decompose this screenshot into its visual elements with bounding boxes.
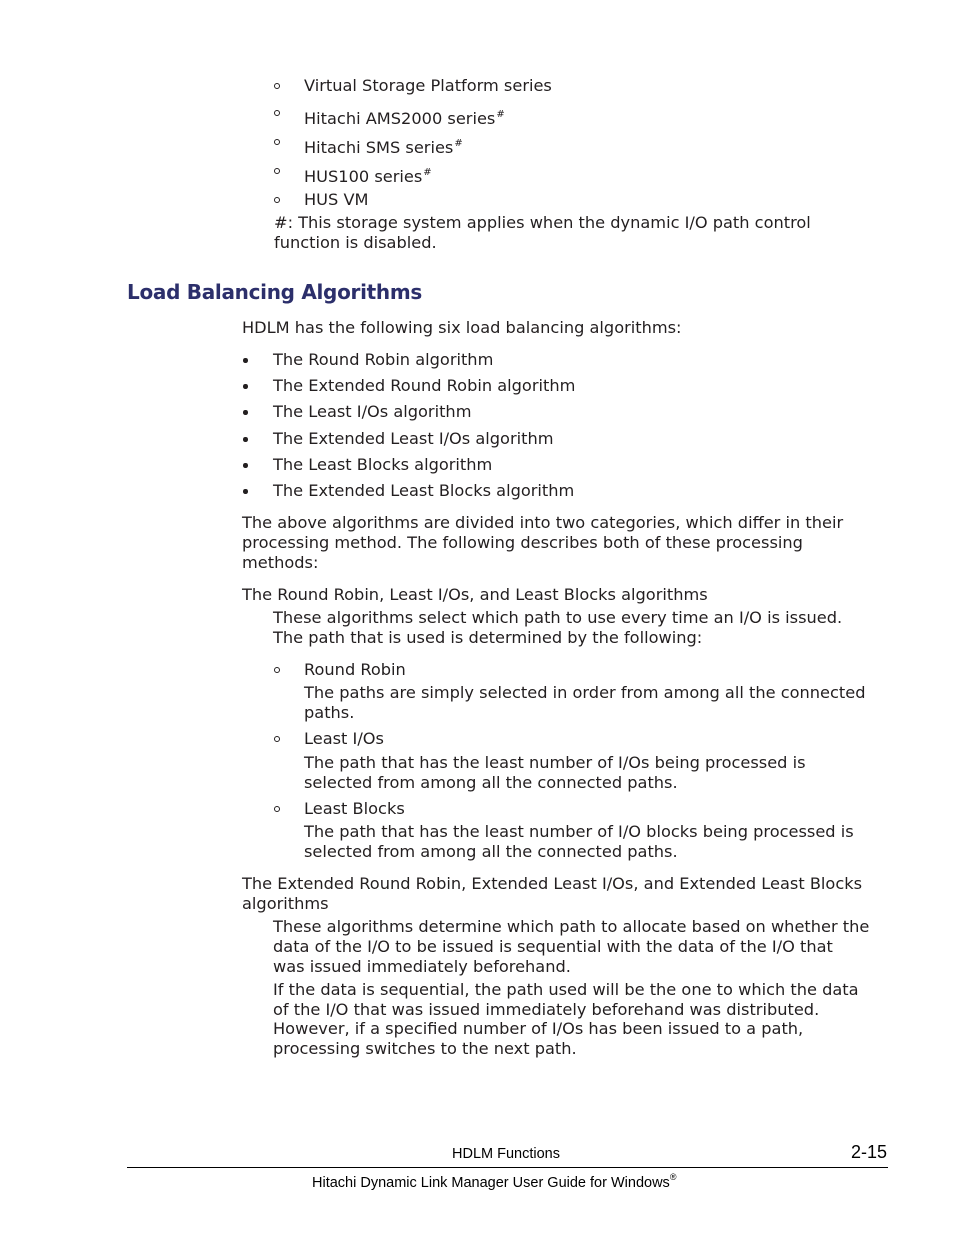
section-heading: Load Balancing Algorithms (127, 280, 422, 304)
section-intro: HDLM has the following six load balancing algorithms: (242, 318, 682, 337)
footnote-mark: # (454, 138, 463, 149)
list-item: Virtual Storage Platform series (304, 76, 552, 95)
list-bullet-icon (274, 139, 280, 145)
page-number: 2-15 (851, 1142, 888, 1162)
footer-chapter: HDLM Functions (452, 1146, 560, 1162)
paragraph-line: of the I/O that was issued immediately beforehand was distributed. (273, 1000, 820, 1019)
paragraph-line: processing switches to the next path. (273, 1039, 577, 1058)
sub-item-desc: paths. (304, 703, 355, 722)
paragraph-line: If the data is sequential, the path used will be the one to which the data (273, 980, 859, 999)
list-bullet-icon (274, 736, 280, 742)
sub-item-desc: selected from among all the connected paths. (304, 773, 678, 792)
definition-term: The Extended Round Robin, Extended Least I/Os, and Extended Least Blocks (242, 874, 863, 893)
footer-book-title: Hitachi Dynamic Link Manager User Guide for Windows® (312, 1172, 677, 1191)
sub-item-name: Round Robin (304, 660, 406, 679)
list-item: The Extended Least Blocks algorithm (273, 481, 575, 500)
registered-mark: ® (669, 1172, 677, 1182)
list-item: The Round Robin algorithm (273, 350, 494, 369)
footnote-line: function is disabled. (274, 233, 437, 252)
list-item: HUS VM (304, 190, 369, 209)
list-item: Hitachi AMS2000 series# (304, 109, 505, 128)
list-bullet-icon (274, 83, 280, 89)
list-item: The Least Blocks algorithm (273, 455, 493, 474)
list-bullet-icon (274, 806, 280, 812)
paragraph-line: processing method. The following describes both of these processing (242, 533, 803, 552)
footnote-mark: # (423, 167, 432, 178)
list-bullet-icon (274, 667, 280, 673)
list-item: The Least I/Os algorithm (273, 402, 472, 421)
sub-item-desc: The path that has the least number of I/Os being processed is (304, 753, 806, 772)
definition-term: The Round Robin, Least I/Os, and Least Blocks algorithms (242, 585, 708, 604)
paragraph-line: was issued immediately beforehand. (273, 957, 571, 976)
footnote-line: #: This storage system applies when the dynamic I/O path control (274, 213, 811, 232)
list-bullet-icon (274, 110, 280, 116)
sub-item-desc: The paths are simply selected in order from among all the connected (304, 683, 866, 702)
sub-item-desc: selected from among all the connected paths. (304, 842, 678, 861)
paragraph-line: data of the I/O to be issued is sequential with the data of the I/O that (273, 937, 833, 956)
paragraph-line: However, if a specified number of I/Os has been issued to a path, (273, 1019, 804, 1038)
list-item: The Extended Least I/Os algorithm (273, 429, 554, 448)
sub-item-name: Least I/Os (304, 729, 384, 748)
paragraph-line: methods: (242, 553, 319, 572)
bullet-icon (243, 463, 248, 468)
list-item: Hitachi SMS series# (304, 138, 463, 157)
footnote-mark: # (496, 109, 505, 120)
bullet-icon (243, 358, 248, 363)
bullet-icon (243, 489, 248, 494)
footer-divider (127, 1167, 888, 1168)
paragraph-line: The above algorithms are divided into two categories, which differ in their (242, 513, 844, 532)
sub-item-name: Least Blocks (304, 799, 405, 818)
bullet-icon (243, 437, 248, 442)
paragraph-line: These algorithms select which path to use every time an I/O is issued. (273, 608, 843, 627)
sub-item-desc: The path that has the least number of I/O blocks being processed is (304, 822, 854, 841)
list-item: The Extended Round Robin algorithm (273, 376, 576, 395)
paragraph-line: These algorithms determine which path to allocate based on whether the (273, 917, 870, 936)
list-item: HUS100 series# (304, 167, 432, 186)
bullet-icon (243, 384, 248, 389)
list-bullet-icon (274, 168, 280, 174)
bullet-icon (243, 410, 248, 415)
definition-term: algorithms (242, 894, 329, 913)
list-bullet-icon (274, 197, 280, 203)
paragraph-line: The path that is used is determined by the following: (273, 628, 703, 647)
